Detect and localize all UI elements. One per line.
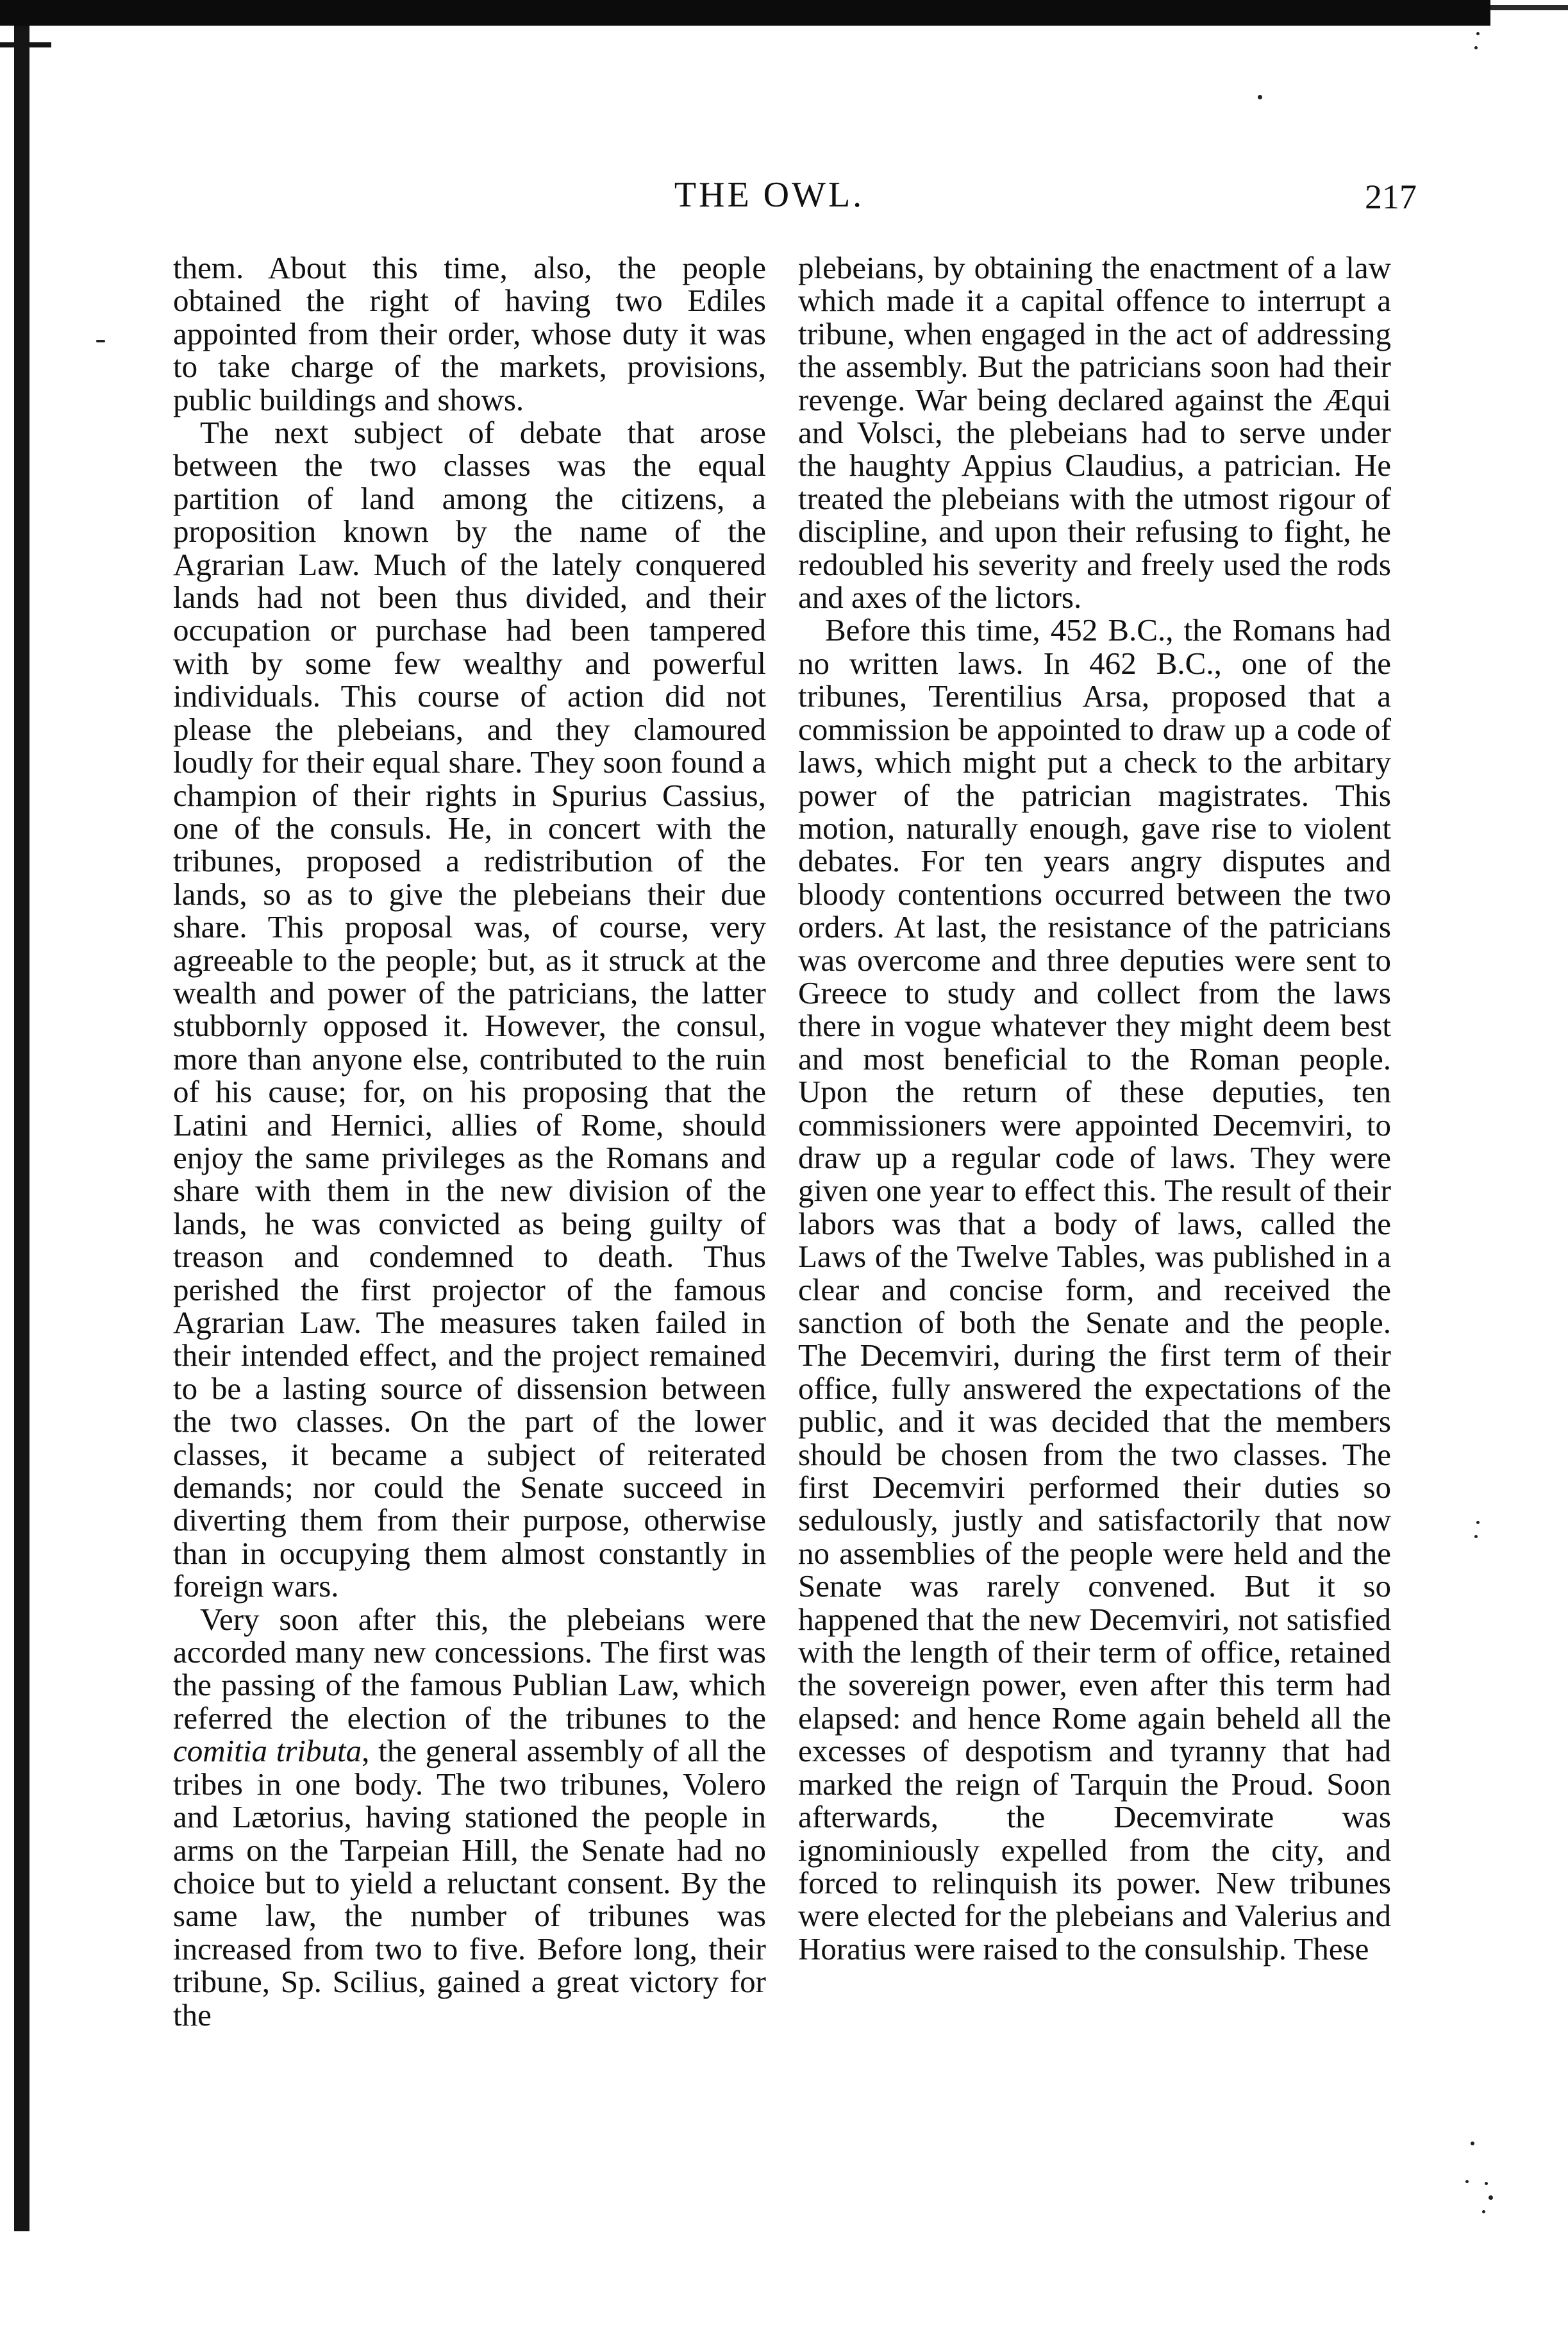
scan-speck: [1474, 1535, 1478, 1538]
paragraph: The next subject of debate that arose between the two classes was the equal partition of land among the citizens, a proposition known by the name of the Agrarian Law. Much of the lately conquered lands had not been thus divided, and their occupation or purchase had been tampered with by some few wealthy and powerful individuals. This course of action did not please the plebeians, and they clamoured loudly for their equal share. They soon found a champion of their rights in Spurius Cassius, one of the consuls. He, in concert with the tribunes, proposed a redistribution of the lands, so as to give the plebeians their due share. This proposal was, of course, very agreeable to the people; but, as it struck at the wealth and power of the patricians, the latter stubbornly opposed it. However, the consul, more than anyone else, contributed to the ruin of his cause; for, on his proposing that the Latini and Hernici, allies of Rome, should enjoy the same privileges as the Romans and share with them in the new division of the lands, he was convicted as being guilty of treason and condemned to death. Thus perished the first projector of the famous Agrarian Law. The measures taken failed in their intended effect, and the project remained to be a lasting source of dissension between the two classes. On the part of the lower classes, it became a subject of reiterated demands; nor could the Senate succeed in diverting them from their purpose, otherwise than in occupying them almost constantly in foreign wars.: [173, 415, 766, 1604]
left-binding-tick: [0, 42, 51, 47]
italic-term: comitia tributa: [173, 1733, 362, 1769]
scan-speck: [1465, 2180, 1469, 2183]
paragraph: Before this time, 452 B.C., the Romans had no written laws. In 462 B.C., one of the tribunes, Terentilius Arsa, proposed that a commission be appointed to draw up a code of laws, which might put a check to the arbitary power of the patrician magistrates. This motion, naturally enough, gave rise to violent debates. For ten years angry disputes and bloody contentions occurred between the two orders. At last, the resistance of the patricians was overcome and three deputies were sent to Greece to study and collect from the laws there in vogue whatever they might deem best and most beneficial to the Roman people. Upon the return of these deputies, ten commissioners were appointed Decemviri, to draw up a regular code of laws. They were given one year to effect this. The result of their labors was that a body of laws, called the Laws of the Twelve Tables, was published in a clear and concise form, and received the sanction of both the Senate and the people. The Decemviri, during the first term of their office, fully answered the expectations of the public, and it was decided that the members should be chosen from the two classes. The first Decemviri performed their duties so sedulously, justly and satisfactorily that now no assemblies of the people were held and the Senate was rarely convened. But it so happened that the new Decemviri, not satisfied with the length of their term of office, retained the sovereign power, even after this term had elapsed: and hence Rome again beheld all the excesses of despotism and tyranny that had marked the reign of Tarquin the Proud. Soon afterwards, the Decemvirate was ignominiously expelled from the city, and forced to relinquish its power. New tribunes were elected for the plebeians and Valerius and Horatius were raised to the consulship. These: [798, 612, 1391, 1966]
paragraph: [173, 1603, 766, 2031]
top-scan-border: [0, 0, 1490, 26]
scan-speck: [1258, 95, 1262, 99]
scan-speck: [1485, 2182, 1488, 2185]
paragraph-text: Very soon after this, the plebeians were accorded many new concessions. The first was the passing of the famous Publian Law, which referred the election of the tribunes to the: [173, 1601, 766, 1736]
paragraph: plebeians, by obtaining the enactment of a law which made it a capital offence to interrupt a tribune, when engaged in the act of addressing the assembly. But the patricians soon had their revenge. War being declared against the Æqui and Volsci, the plebeians had to serve under the haughty Appius Claudius, a patrician. He treated the plebeians with the utmost rigour of discipline, and upon their refusing to fight, he redoubled his severity and freely used the rods and axes of the lictors.: [798, 250, 1391, 616]
scan-speck: [96, 340, 105, 342]
scan-speck: [1471, 2142, 1474, 2145]
scan-speck: [1474, 46, 1478, 49]
top-scan-border-tail: [1490, 5, 1568, 10]
paragraph-text: , the general assembly of all the tribes in one body. The two tribunes, Volero and Lætorius, having stationed the people in arms on the Tarpeian Hill, the Senate had no choice but to yield a reluctant consent. By the same law, the number of tribunes was increased from two to five. Before long, their tribune, Sp. Scilius, gained a great victory for the: [173, 1733, 767, 2033]
scan-speck: [1482, 2210, 1485, 2213]
right-text-column: [798, 251, 1391, 1965]
paragraph: them. About this time, also, the people obtained the right of having two Ediles appointed from their order, whose duty it was to take charge of the markets, provisions, public buildings and shows.: [173, 250, 766, 417]
scan-speck: [1489, 2195, 1493, 2200]
scan-speck: [1476, 32, 1480, 35]
page-header: [0, 174, 1568, 232]
page-number: 217: [1365, 178, 1417, 216]
scan-speck: [1476, 1521, 1480, 1524]
journal-title: THE OWL.: [674, 175, 865, 215]
left-text-column: [173, 251, 766, 2031]
left-binding-rule: [14, 26, 29, 2231]
